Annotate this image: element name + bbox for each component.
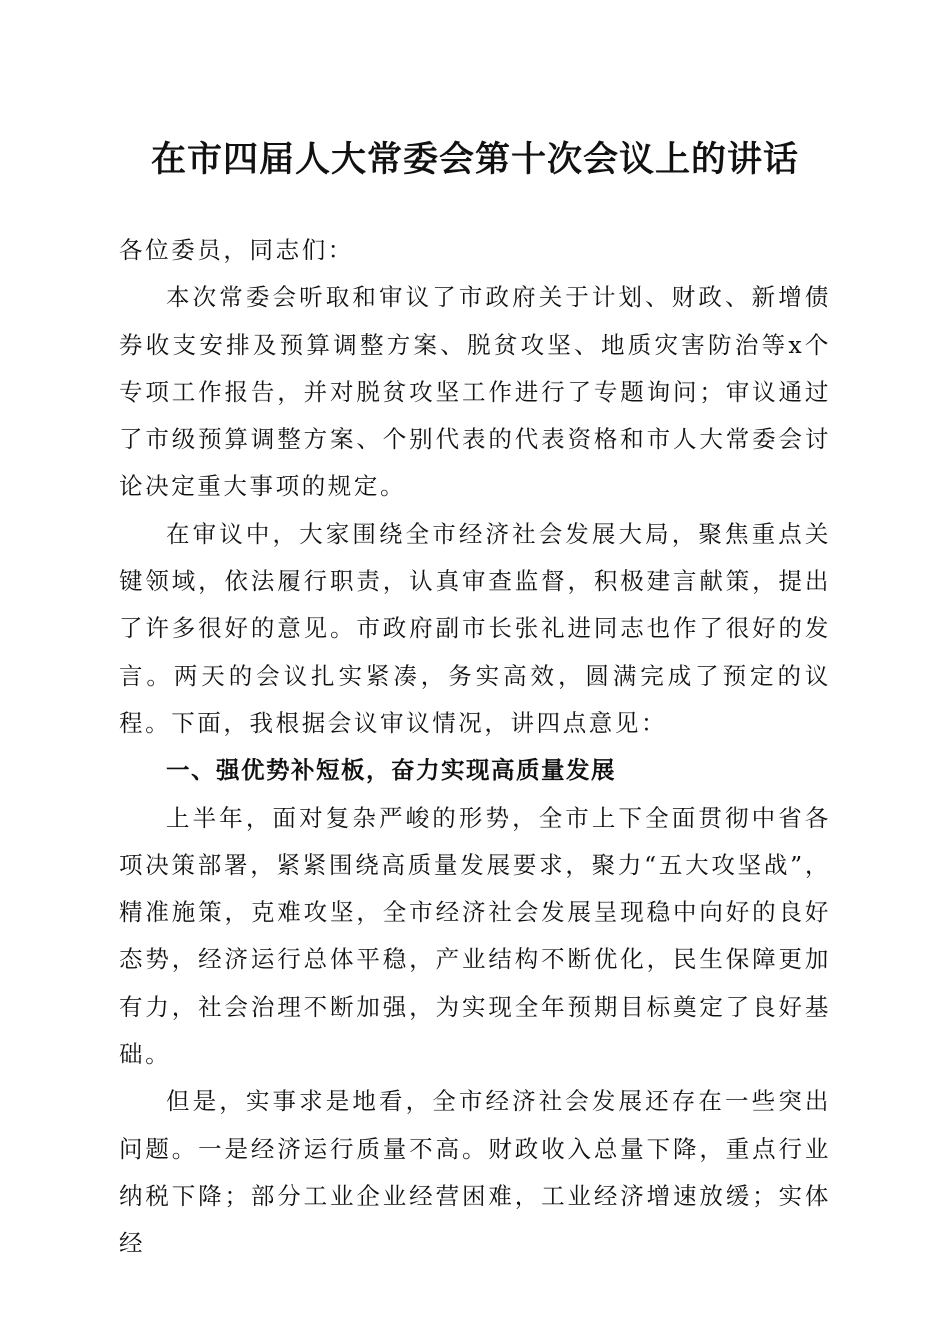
document-body: [119, 227, 831, 1268]
paragraph-section-1-1: 上半年，面对复杂严峻的形势，全市上下全面贯彻中省各项决策部署，紧紧围绕高质量发展要求，聚力“五大攻坚战”，精准施策，克难攻坚，全市经济社会发展呈现稳中向好的良好态势，经济运行总体平稳，产业结构不断优化，民生保障更加有力，社会治理不断加强，为实现全年预期目标奠定了良好基础。: [119, 803, 831, 1069]
paragraph-section-1-2: 但是，实事求是地看，全市经济社会发展还存在一些突出问题。一是经济运行质量不高。财政收入总量下降，重点行业纳税下降；部分工业企业经营困难，工业经济增速放缓；实体经: [119, 1087, 831, 1258]
salutation: 各位委员，同志们：: [119, 236, 354, 264]
paragraph-intro-2: 在审议中，大家围绕全市经济社会发展大局，聚焦重点关键领域，依法履行职责，认真审查监督，积极建言献策，提出了许多很好的意见。市政府副市长张礼进同志也作了很好的发言。两天的会议扎实紧凑，务实高效，圆满完成了预定的议程。下面，我根据会议审议情况，讲四点意见：: [119, 519, 831, 737]
paragraph-intro-1: 本次常委会听取和审议了市政府关于计划、财政、新增债券收支安排及预算调整方案、脱贫攻坚、地质灾害防治等x个专项工作报告，并对脱贫攻坚工作进行了专题询问；审议通过了市级预算调整方案、个别代表的代表资格和市人大常委会讨论决定重大事项的规定。: [119, 283, 831, 501]
document-title: 在市四届人大常委会第十次会议上的讲话: [150, 139, 799, 180]
section-heading-1: 一、强优势补短板，奋力实现高质量发展: [166, 756, 616, 785]
